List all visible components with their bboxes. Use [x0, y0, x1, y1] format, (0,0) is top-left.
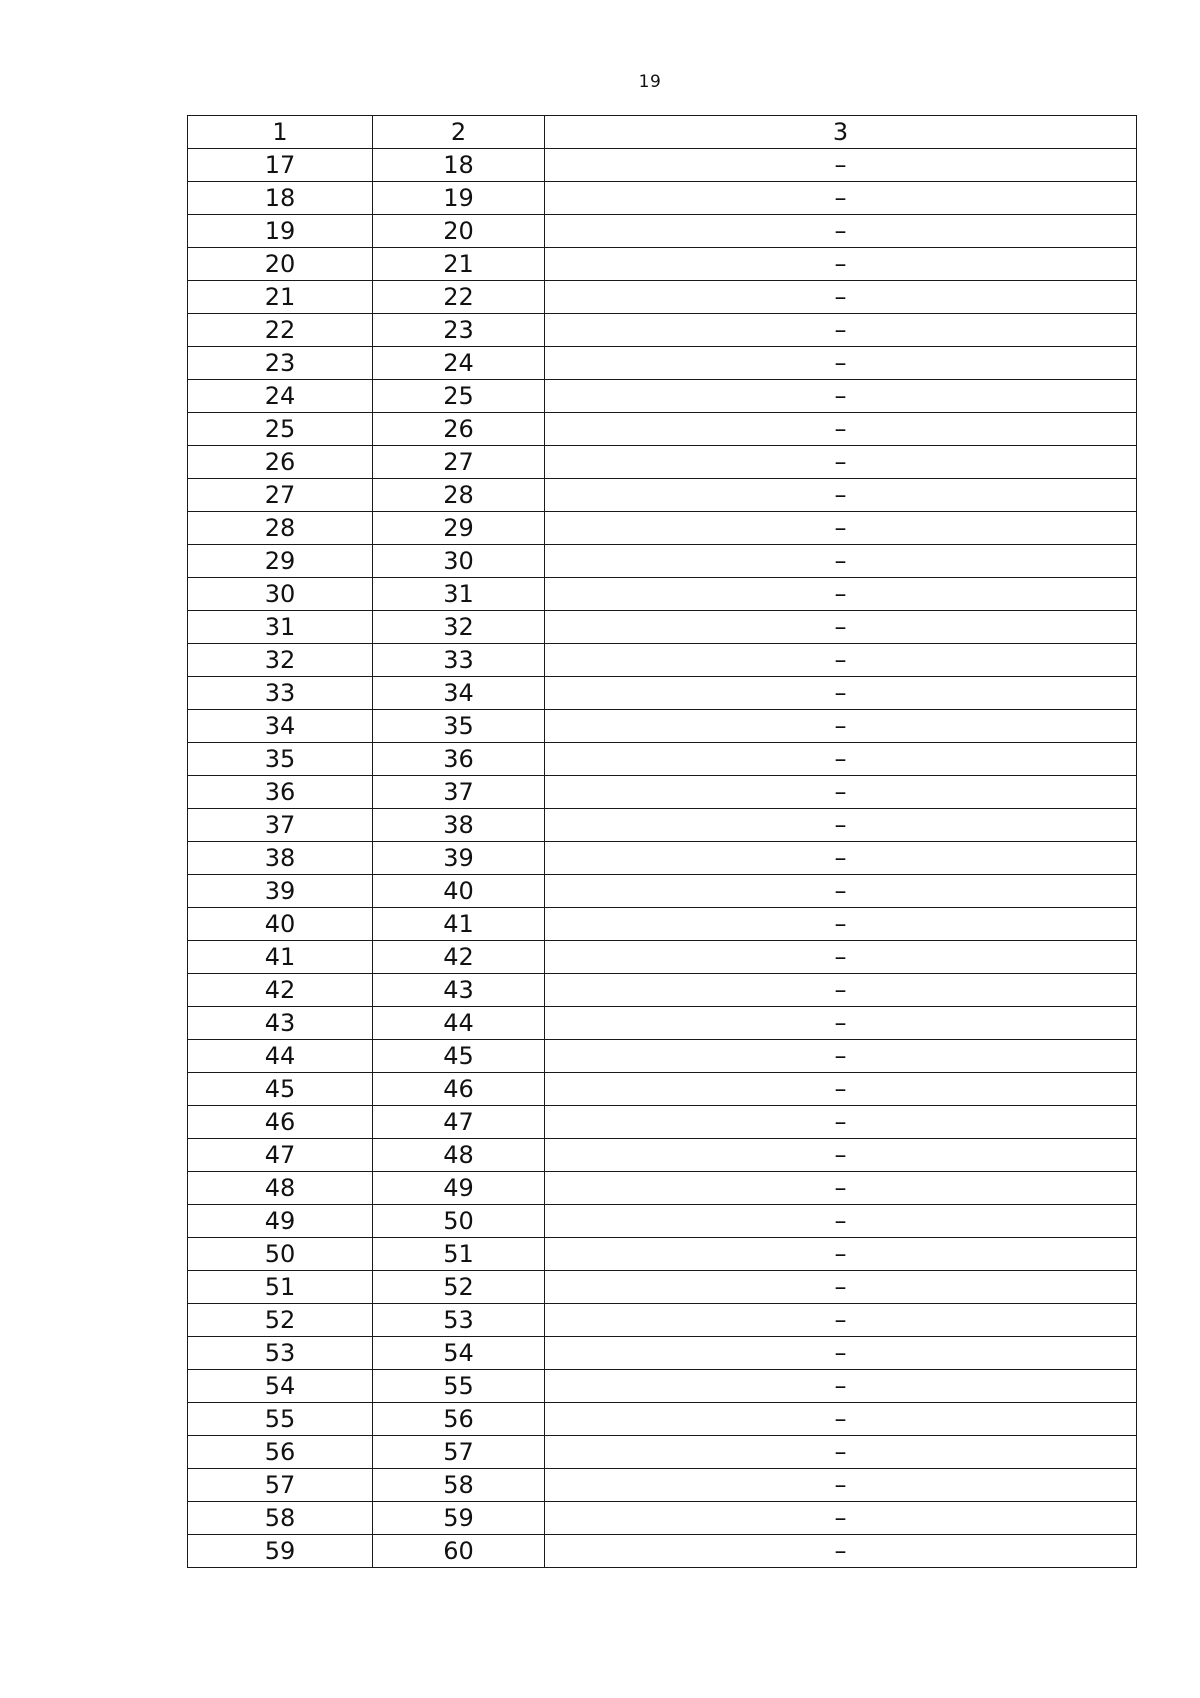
table-cell-col-2: 53: [373, 1304, 545, 1337]
table-row: [188, 776, 1137, 809]
table-cell-col-1: 26: [188, 446, 373, 479]
table-cell-col-2: 20: [373, 215, 545, 248]
table-cell-col-3: –: [545, 1040, 1137, 1073]
table-cell-col-3: –: [545, 1106, 1137, 1139]
table-cell-col-2: 31: [373, 578, 545, 611]
table-cell-col-3: –: [545, 809, 1137, 842]
table-cell-col-1: 42: [188, 974, 373, 1007]
table-cell-col-2: 52: [373, 1271, 545, 1304]
table-cell-col-1: 29: [188, 545, 373, 578]
column-header-3: 3: [545, 116, 1137, 149]
table-cell-col-2: 24: [373, 347, 545, 380]
table-cell-col-1: 35: [188, 743, 373, 776]
table-cell-col-1: 56: [188, 1436, 373, 1469]
table-body: [188, 149, 1137, 1568]
table-cell-col-2: 48: [373, 1139, 545, 1172]
table-row: [188, 215, 1137, 248]
table-row: [188, 545, 1137, 578]
table-cell-col-3: –: [545, 380, 1137, 413]
table-cell-col-3: –: [545, 1535, 1137, 1568]
table-cell-col-3: –: [545, 545, 1137, 578]
table-cell-col-1: 23: [188, 347, 373, 380]
table-row: [188, 809, 1137, 842]
table-cell-col-2: 54: [373, 1337, 545, 1370]
table-cell-col-3: –: [545, 842, 1137, 875]
table-cell-col-2: 39: [373, 842, 545, 875]
table-header: [188, 116, 1137, 149]
table-cell-col-2: 29: [373, 512, 545, 545]
table-row: [188, 677, 1137, 710]
table-cell-col-1: 28: [188, 512, 373, 545]
table-cell-col-1: 27: [188, 479, 373, 512]
table-cell-col-3: –: [545, 1139, 1137, 1172]
table-cell-col-3: –: [545, 248, 1137, 281]
table-cell-col-2: 27: [373, 446, 545, 479]
table-cell-col-2: 60: [373, 1535, 545, 1568]
table-cell-col-3: –: [545, 314, 1137, 347]
table-cell-col-1: 44: [188, 1040, 373, 1073]
table-cell-col-3: –: [545, 1370, 1137, 1403]
table-row: [188, 1403, 1137, 1436]
table-cell-col-3: –: [545, 644, 1137, 677]
table-cell-col-3: –: [545, 182, 1137, 215]
table-row: [188, 1205, 1137, 1238]
table-cell-col-1: 33: [188, 677, 373, 710]
table-cell-col-3: –: [545, 413, 1137, 446]
table-row: [188, 743, 1137, 776]
table-cell-col-2: 18: [373, 149, 545, 182]
table-row: [188, 644, 1137, 677]
table-row: [188, 479, 1137, 512]
table-cell-col-1: 32: [188, 644, 373, 677]
table-row: [188, 446, 1137, 479]
table-cell-col-1: 19: [188, 215, 373, 248]
table-cell-col-1: 20: [188, 248, 373, 281]
page-number: 19: [638, 72, 662, 92]
table-cell-col-2: 23: [373, 314, 545, 347]
table-cell-col-1: 40: [188, 908, 373, 941]
table-cell-col-1: 30: [188, 578, 373, 611]
table-cell-col-2: 22: [373, 281, 545, 314]
table-cell-col-2: 38: [373, 809, 545, 842]
table-cell-col-1: 55: [188, 1403, 373, 1436]
table-cell-col-1: 36: [188, 776, 373, 809]
table-row: [188, 1469, 1137, 1502]
table-cell-col-3: –: [545, 1073, 1137, 1106]
table-row: [188, 1502, 1137, 1535]
table-cell-col-2: 36: [373, 743, 545, 776]
table-row: [188, 611, 1137, 644]
table-cell-col-3: –: [545, 776, 1137, 809]
table-cell-col-1: 46: [188, 1106, 373, 1139]
table-row: [188, 1271, 1137, 1304]
table-cell-col-1: 57: [188, 1469, 373, 1502]
table-cell-col-2: 34: [373, 677, 545, 710]
table-row: [188, 1172, 1137, 1205]
table-cell-col-2: 57: [373, 1436, 545, 1469]
table-row: [188, 380, 1137, 413]
table-cell-col-3: –: [545, 611, 1137, 644]
table-cell-col-3: –: [545, 578, 1137, 611]
table-row: [188, 1007, 1137, 1040]
table-cell-col-1: 43: [188, 1007, 373, 1040]
table-cell-col-3: –: [545, 1205, 1137, 1238]
table-row: [188, 248, 1137, 281]
table-cell-col-2: 32: [373, 611, 545, 644]
table-cell-col-1: 51: [188, 1271, 373, 1304]
table-row: [188, 1337, 1137, 1370]
table-cell-col-2: 40: [373, 875, 545, 908]
table-row: [188, 281, 1137, 314]
table-cell-col-2: 47: [373, 1106, 545, 1139]
table-cell-col-2: 30: [373, 545, 545, 578]
table-cell-col-2: 50: [373, 1205, 545, 1238]
table-cell-col-2: 43: [373, 974, 545, 1007]
table-cell-col-1: 48: [188, 1172, 373, 1205]
table-row: [188, 1370, 1137, 1403]
column-header-1: 1: [188, 116, 373, 149]
table-row: [188, 1040, 1137, 1073]
table-cell-col-3: –: [545, 1271, 1137, 1304]
header-row: [188, 116, 1137, 149]
table-cell-col-3: –: [545, 215, 1137, 248]
table-cell-col-3: –: [545, 1172, 1137, 1205]
table-cell-col-3: –: [545, 347, 1137, 380]
table-cell-col-3: –: [545, 710, 1137, 743]
table-cell-col-2: 19: [373, 182, 545, 215]
table-row: [188, 1535, 1137, 1568]
table-cell-col-3: –: [545, 1403, 1137, 1436]
table-cell-col-1: 49: [188, 1205, 373, 1238]
table-row: [188, 1304, 1137, 1337]
table-cell-col-2: 25: [373, 380, 545, 413]
table-cell-col-2: 21: [373, 248, 545, 281]
table-cell-col-1: 37: [188, 809, 373, 842]
table-row: [188, 149, 1137, 182]
table-cell-col-2: 58: [373, 1469, 545, 1502]
table-cell-col-3: –: [545, 1502, 1137, 1535]
table-row: [188, 941, 1137, 974]
table-row: [188, 347, 1137, 380]
table-row: [188, 182, 1137, 215]
table-cell-col-1: 34: [188, 710, 373, 743]
table-cell-col-1: 38: [188, 842, 373, 875]
table-row: [188, 314, 1137, 347]
table-cell-col-2: 46: [373, 1073, 545, 1106]
table-cell-col-3: –: [545, 512, 1137, 545]
table-cell-col-3: –: [545, 974, 1137, 1007]
table-cell-col-1: 50: [188, 1238, 373, 1271]
table-row: [188, 1238, 1137, 1271]
table-cell-col-1: 52: [188, 1304, 373, 1337]
table-cell-col-1: 59: [188, 1535, 373, 1568]
table-cell-col-1: 18: [188, 182, 373, 215]
table-cell-col-3: –: [545, 1436, 1137, 1469]
table-cell-col-1: 24: [188, 380, 373, 413]
table-cell-col-1: 41: [188, 941, 373, 974]
table-cell-col-2: 44: [373, 1007, 545, 1040]
table-cell-col-3: –: [545, 281, 1137, 314]
table-row: [188, 1436, 1137, 1469]
table-cell-col-3: –: [545, 1469, 1137, 1502]
table-row: [188, 578, 1137, 611]
table-row: [188, 1073, 1137, 1106]
table-cell-col-3: –: [545, 479, 1137, 512]
table-cell-col-2: 33: [373, 644, 545, 677]
table-cell-col-1: 17: [188, 149, 373, 182]
table-cell-col-1: 39: [188, 875, 373, 908]
table-cell-col-3: –: [545, 149, 1137, 182]
table-cell-col-3: –: [545, 941, 1137, 974]
table-cell-col-1: 58: [188, 1502, 373, 1535]
table-row: [188, 908, 1137, 941]
table-cell-col-1: 54: [188, 1370, 373, 1403]
table-cell-col-2: 51: [373, 1238, 545, 1271]
table-row: [188, 1106, 1137, 1139]
table-row: [188, 710, 1137, 743]
table-cell-col-3: –: [545, 875, 1137, 908]
table-cell-col-1: 21: [188, 281, 373, 314]
table-row: [188, 842, 1137, 875]
table-cell-col-1: 31: [188, 611, 373, 644]
table-cell-col-2: 59: [373, 1502, 545, 1535]
column-header-2: 2: [373, 116, 545, 149]
table-cell-col-2: 41: [373, 908, 545, 941]
table-cell-col-3: –: [545, 1304, 1137, 1337]
table-row: [188, 512, 1137, 545]
table-cell-col-1: 47: [188, 1139, 373, 1172]
table-cell-col-1: 53: [188, 1337, 373, 1370]
table-cell-col-2: 42: [373, 941, 545, 974]
table-cell-col-3: –: [545, 1238, 1137, 1271]
table-cell-col-2: 49: [373, 1172, 545, 1205]
table-cell-col-2: 37: [373, 776, 545, 809]
data-table: [187, 115, 1137, 1568]
table-cell-col-2: 26: [373, 413, 545, 446]
table-row: [188, 974, 1137, 1007]
table-cell-col-3: –: [545, 908, 1137, 941]
table-cell-col-3: –: [545, 743, 1137, 776]
table-cell-col-1: 45: [188, 1073, 373, 1106]
table-cell-col-2: 35: [373, 710, 545, 743]
table-cell-col-3: –: [545, 1337, 1137, 1370]
table-cell-col-2: 28: [373, 479, 545, 512]
table-row: [188, 413, 1137, 446]
table-cell-col-1: 22: [188, 314, 373, 347]
table-cell-col-2: 56: [373, 1403, 545, 1436]
table-row: [188, 875, 1137, 908]
table-row: [188, 1139, 1137, 1172]
table-cell-col-3: –: [545, 1007, 1137, 1040]
table-cell-col-3: –: [545, 446, 1137, 479]
table-cell-col-2: 55: [373, 1370, 545, 1403]
table-cell-col-2: 45: [373, 1040, 545, 1073]
table-cell-col-3: –: [545, 677, 1137, 710]
table-cell-col-1: 25: [188, 413, 373, 446]
